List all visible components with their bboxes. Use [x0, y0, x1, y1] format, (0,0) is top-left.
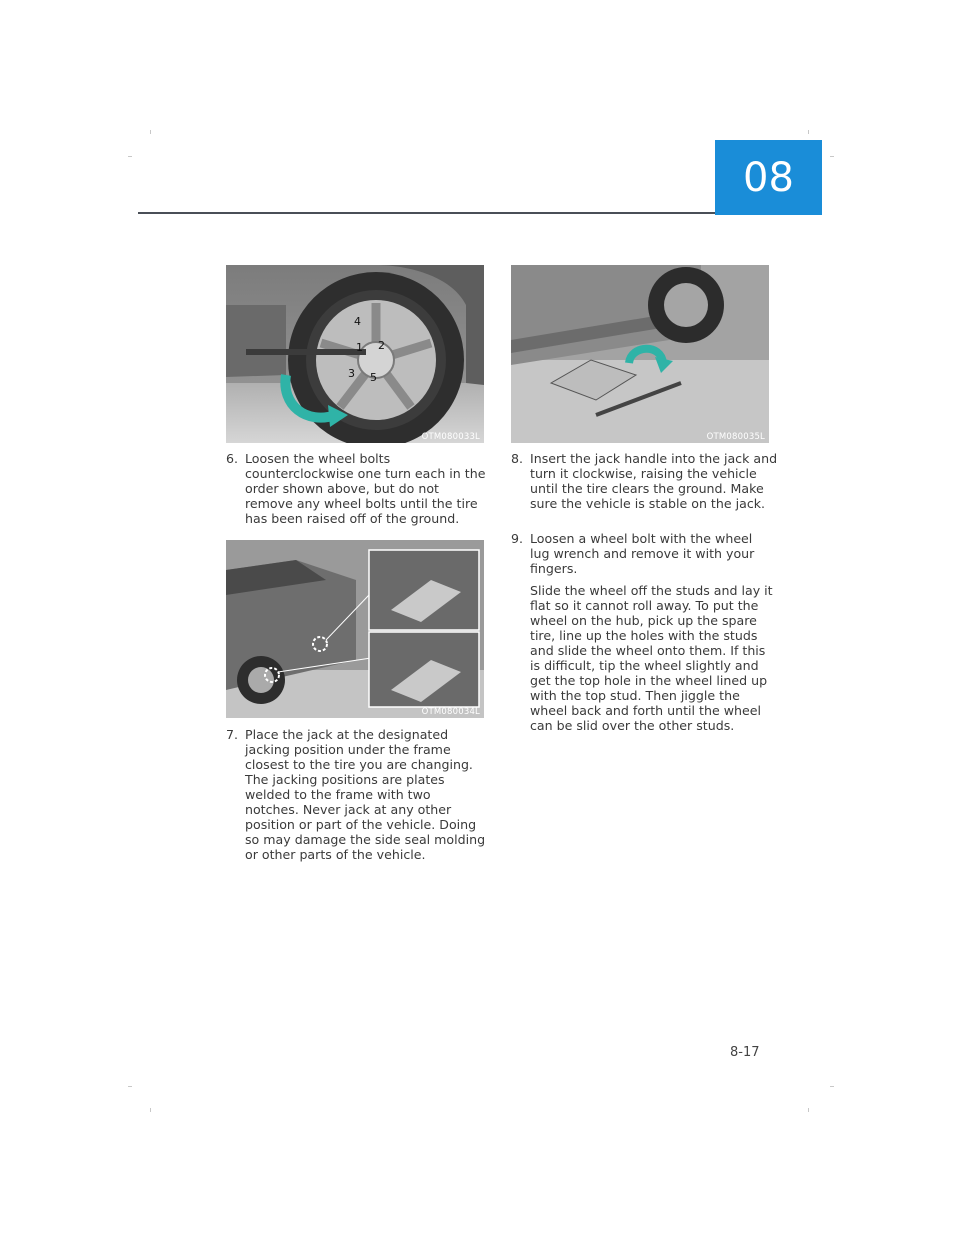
jacking-position-illustration: [226, 540, 484, 718]
header-rule: [138, 212, 715, 214]
chapter-tab: [715, 140, 822, 215]
step-8: [511, 451, 781, 511]
step-number: 8.: [511, 451, 524, 466]
bolt-label: 3: [348, 367, 355, 380]
figure-insert-jack-handle: [511, 265, 769, 443]
step-text: Loosen a wheel bolt with the wheel lug wrench and remove it with your fingers.: [530, 531, 755, 576]
page-number: 8-17: [730, 1045, 760, 1060]
figure-jacking-positions: [226, 540, 484, 718]
crop-mark: [808, 1108, 809, 1112]
bolt-label: 1: [356, 341, 363, 354]
figure-code: OTM080033L: [421, 432, 480, 442]
bolt-label: 2: [378, 339, 385, 352]
crop-mark: [830, 156, 834, 157]
step-number: 6.: [226, 451, 239, 466]
step-7: [226, 727, 488, 862]
step-9: [511, 531, 775, 733]
step-number: 7.: [226, 727, 239, 742]
step-6: [226, 451, 488, 526]
figure-code: OTM080035L: [706, 432, 765, 442]
crop-mark: [150, 130, 151, 134]
crop-mark: [830, 1086, 834, 1087]
step-subtext: Slide the wheel off the studs and lay it flat so it cannot roll away. To put the wheel on the hub, pick up the spare tire, line up the holes with the studs and slide the wheel onto them. If this is difficult, tip the wheel slightly and get the top hole in the wheel lined up with the top stud. Then jiggle the wheel back and forth until the wheel can be slid over the other studs.: [530, 583, 773, 733]
crop-mark: [128, 1086, 132, 1087]
step-text: Loosen the wheel bolts counterclockwise one turn each in the order shown above, but do not remove any wheel bolts until the tire has been raised off of the ground.: [245, 451, 486, 526]
chapter-number: 08: [743, 154, 794, 201]
jack-handle-illustration: [511, 265, 769, 443]
crop-mark: [150, 1108, 151, 1112]
bolt-label: 5: [370, 371, 377, 384]
step-text: Insert the jack handle into the jack and turn it clockwise, raising the vehicle until the tire clears the ground. Make sure the vehicle is stable on the jack.: [530, 451, 778, 511]
crop-mark: [128, 156, 132, 157]
figure-code: OTM080034L: [421, 707, 480, 717]
bolt-label: 4: [354, 315, 361, 328]
wheel-bolt-illustration: [226, 265, 484, 443]
step-number: 9.: [511, 531, 524, 546]
figure-loosen-wheel-bolts: [226, 265, 484, 443]
crop-mark: [808, 130, 809, 134]
step-text: Place the jack at the designated jacking position under the frame closest to the tire you are changing. The jacking positions are plates welded to the frame with two notches. Never jack at any other position or part of the vehicle. Doing so may damage the side seal molding or other parts of the vehicle.: [245, 727, 486, 862]
